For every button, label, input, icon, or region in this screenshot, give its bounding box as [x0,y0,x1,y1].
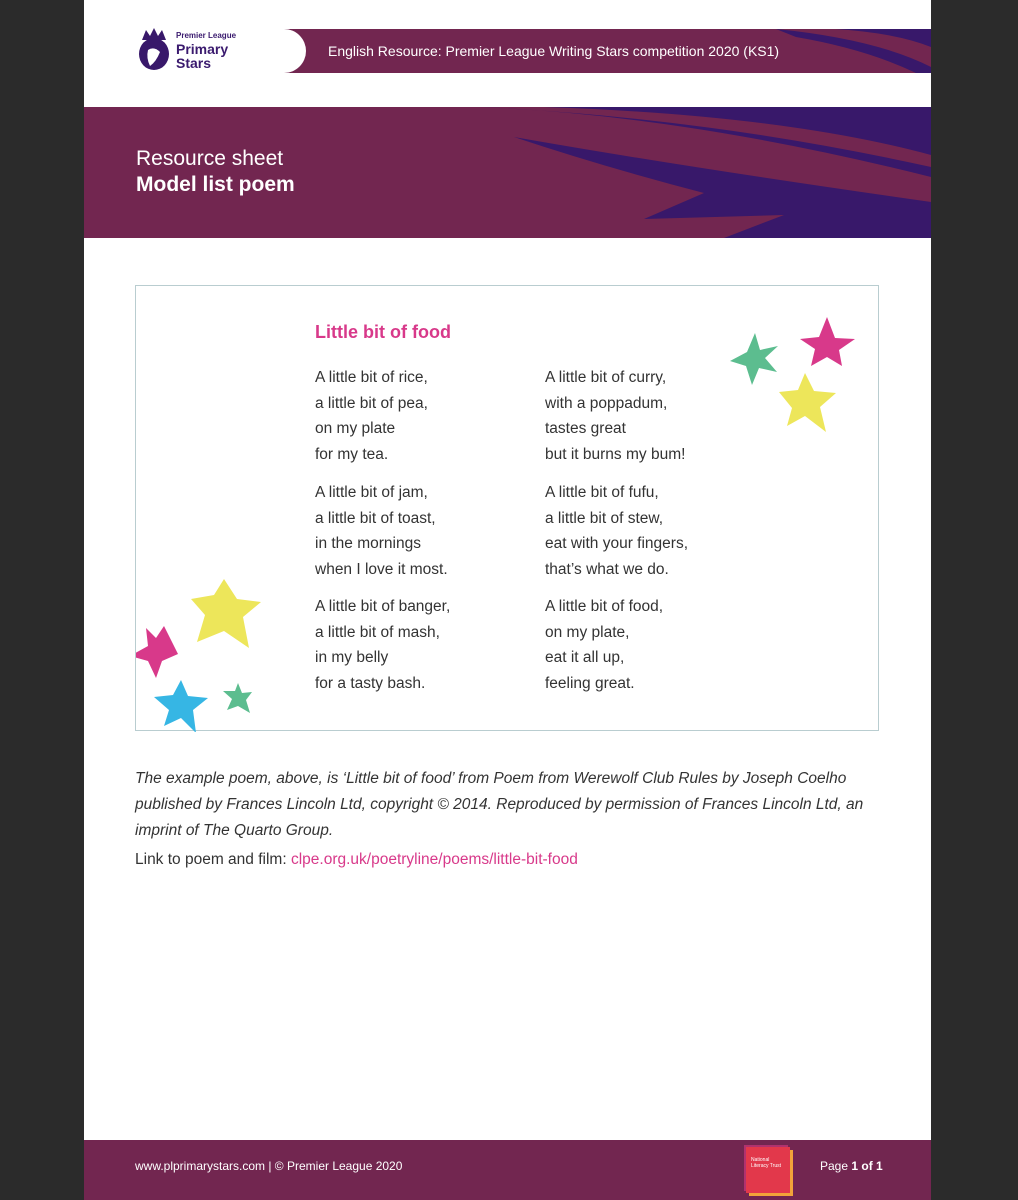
header-title-band [276,29,931,73]
poem-stanza-2 [315,480,535,582]
page-number [820,1159,883,1173]
national-literacy-trust-logo [746,1147,790,1193]
poem-line: but it burns my bum! [545,445,686,463]
poem-line: A little bit of food, [545,598,664,615]
footer-logo-text: National Literacy Trust [751,1157,782,1169]
page-number-prefix: Page [820,1159,852,1173]
hero-title: Model list poem [136,173,295,196]
lion-crest-icon [134,26,174,74]
logo-wordmark [176,32,236,70]
star-pink-top-icon [800,317,855,366]
poem-line: A little bit of jam, [315,484,428,501]
link-label: Link to poem and film: [135,851,291,868]
poem-line: eat it all up, [545,649,625,666]
star-blue-bottom-icon [154,680,208,732]
poem-line: a little bit of toast, [315,509,436,527]
hero-banner [84,107,931,238]
page-footer [84,1140,931,1200]
star-green-bottom-icon [223,683,252,713]
poem-stanza-5 [545,480,765,582]
footer-website-copyright: www.plprimarystars.com | © Premier League 2020 [135,1159,403,1173]
poem-line: for my tea. [315,445,389,463]
hero-subtitle: Resource sheet [136,147,284,170]
resource-title: English Resource: Premier League Writing Stars competition 2020 (KS1) [328,43,780,59]
poem-box [135,285,879,731]
poem-line: A little bit of banger, [315,598,451,615]
poem-line: feeling great. [545,674,635,692]
poem-line: A little bit of curry, [545,369,667,386]
poem-line: a little bit of stew, [545,509,664,527]
poem-line: when I love it most. [315,560,448,578]
star-yellow-bottom-icon [191,579,261,648]
poem-link[interactable]: clpe.org.uk/poetryline/poems/little-bit-food [290,851,578,868]
document-page [84,0,931,1200]
poem-stanza-6 [545,594,765,696]
poem-line: tastes great [545,420,626,437]
star-yellow-top-icon [779,373,836,432]
page-number-value: 1 of 1 [851,1159,883,1173]
poem-title: Little bit of food [315,322,451,342]
poem-line: in the mornings [315,535,421,552]
logo-small-text: Premier League [176,31,237,40]
poem-link-line [135,848,578,872]
poem-line: A little bit of rice, [315,369,428,386]
star-pink-bottom-icon [136,626,178,678]
poem-line: eat with your fingers, [545,535,689,552]
logo-primary-text: Primary [176,41,229,57]
poem-line: for a tasty bash. [315,674,426,692]
poem-stanza-4 [545,365,765,467]
premier-league-primary-stars-logo [134,26,244,76]
poem-credit: The example poem, above, is ‘Little bit of food’ from Poem from Werewolf Club Rules by Joseph Coelho published by Frances Lincoln Ltd, copyright © 2014. Reproduced by permission of Frances Lincoln Ltd, an imprint of The Quarto Group. [135,770,864,839]
poem-line: A little bit of fufu, [545,484,659,501]
poem-stanza-3 [315,594,535,696]
poem-line: with a poppadum, [545,394,668,412]
poem-line: that’s what we do. [545,560,669,578]
poem-line: in my belly [315,649,389,666]
poem-line: on my plate [315,420,396,437]
poem-stanza-1 [315,365,535,467]
poem-line: a little bit of pea, [315,394,428,412]
poem-line: a little bit of mash, [315,623,440,641]
logo-stars-text: Stars [176,55,212,71]
poem-line: on my plate, [545,623,630,641]
